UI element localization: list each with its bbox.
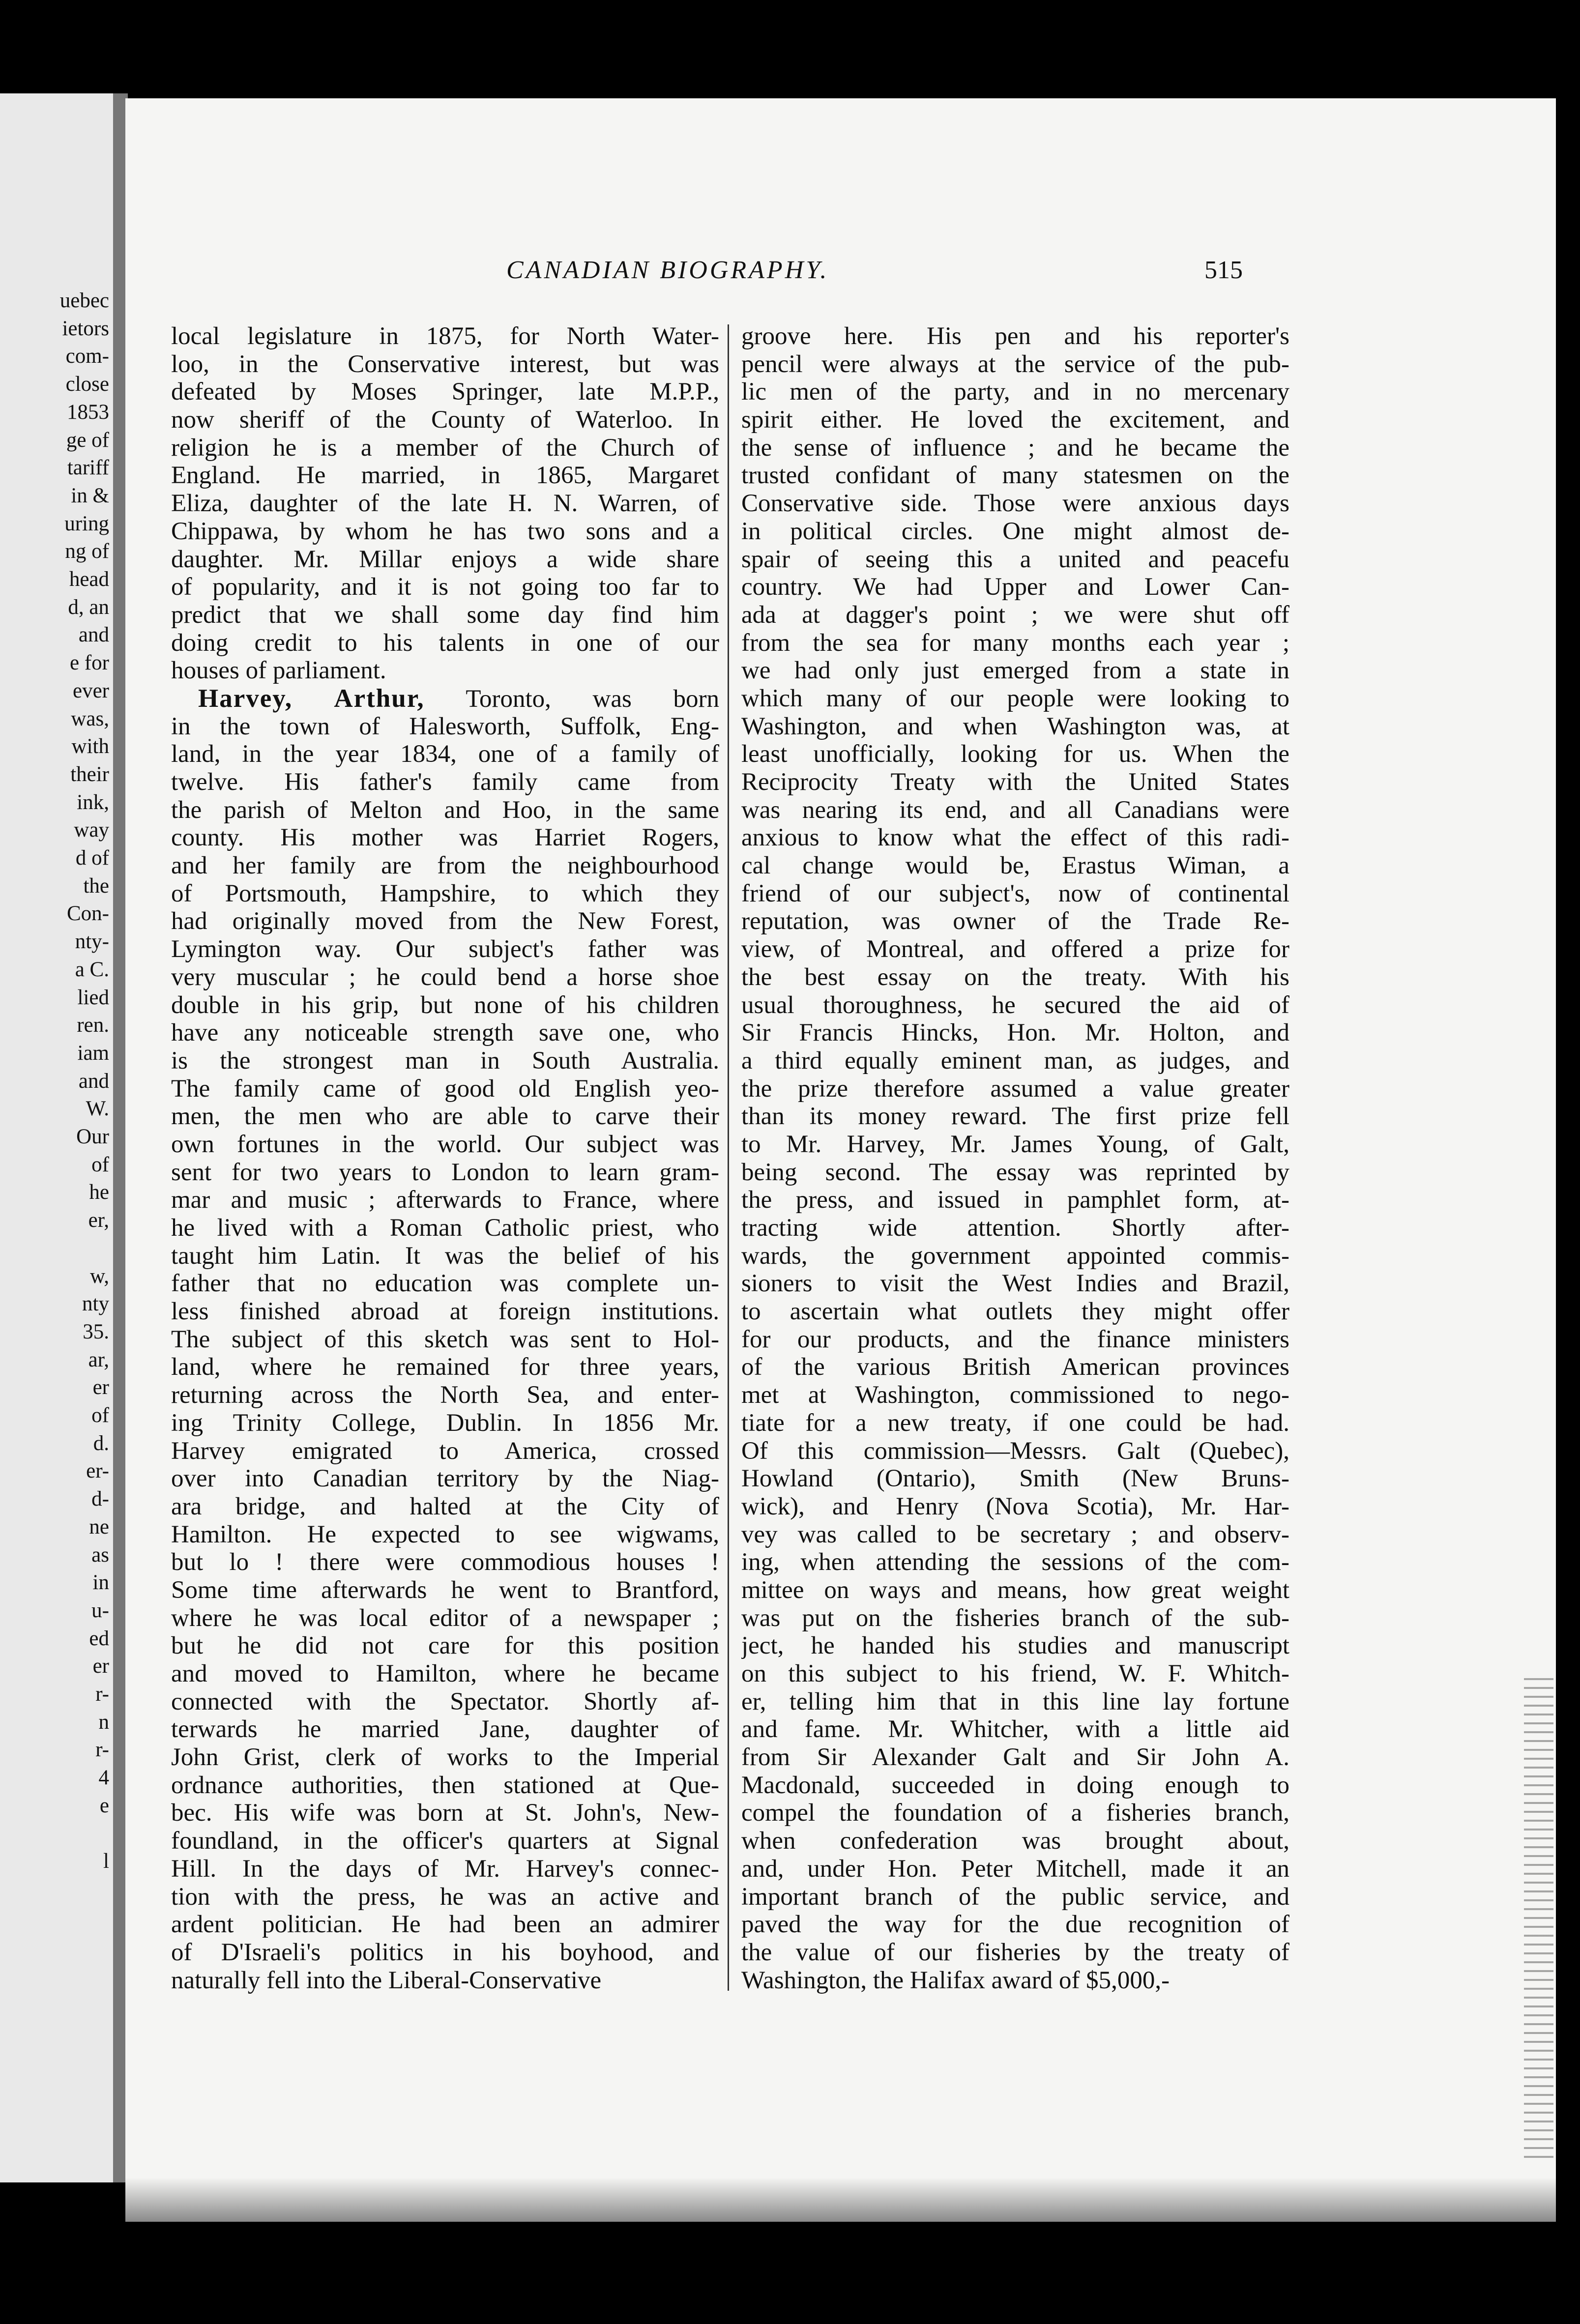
text-line: but he did not care for this position xyxy=(171,1632,719,1660)
text-line: on this subject to his friend, W. F. Whitch- xyxy=(741,1660,1289,1687)
text-line: very muscular ; he could bend a horse shoe xyxy=(171,963,719,991)
fragment-line: 1853 xyxy=(67,400,109,424)
text-line: ordnance authorities, then stationed at Que- xyxy=(171,1771,719,1799)
text-line: ject, he handed his studies and manuscript xyxy=(741,1632,1289,1660)
text-line: cal change would be, Erastus Wiman, a xyxy=(741,852,1289,880)
text-line: er, telling him that in this line lay fortune xyxy=(741,1687,1289,1715)
text-line: view, of Montreal, and offered a prize for xyxy=(741,935,1289,963)
text-column-left xyxy=(171,322,719,1994)
text-line: the best essay on the treaty. With his xyxy=(741,963,1289,991)
fragment-line: ink, xyxy=(77,790,109,814)
text-line: for our products, and the finance ministers xyxy=(741,1325,1289,1353)
text-line: than its money reward. The first prize fell xyxy=(741,1103,1289,1131)
text-line: had originally moved from the New Forest, xyxy=(171,907,719,935)
text-line: of the various British American provinces xyxy=(741,1353,1289,1381)
text-line: which many of our people were looking to xyxy=(741,684,1289,712)
text-column-right xyxy=(741,322,1289,1994)
text-line: when confederation was brought about, xyxy=(741,1827,1289,1855)
text-line: compel the foundation of a fisheries branch, xyxy=(741,1799,1289,1827)
text-line: ing, when attending the sessions of the com- xyxy=(741,1548,1289,1576)
text-line: double in his grip, but none of his children xyxy=(171,991,719,1019)
fragment-line: ge of xyxy=(66,428,109,452)
fragment-line: a C. xyxy=(75,958,109,981)
text-line: Hamilton. He expected to see wigwams, xyxy=(171,1520,719,1548)
fragment-line: ever xyxy=(73,679,109,702)
page-number: 515 xyxy=(1204,256,1243,284)
running-head: CANADIAN BIOGRAPHY. xyxy=(506,256,829,284)
text-line: and fame. Mr. Whitcher, with a little aid xyxy=(741,1715,1289,1743)
text-line: lic men of the party, and in no mercenary xyxy=(741,378,1289,406)
text-line: of D'Israeli's politics in his boyhood, and xyxy=(171,1938,719,1966)
text-line: tracting wide attention. Shortly after- xyxy=(741,1214,1289,1242)
text-line: being second. The essay was reprinted by xyxy=(741,1158,1289,1186)
text-line: to ascertain what outlets they might offer xyxy=(741,1298,1289,1326)
column-rule xyxy=(728,324,729,1991)
text-line: mar and music ; afterwards to France, where xyxy=(171,1186,719,1214)
text-line: Macdonald, succeeded in doing enough to xyxy=(741,1771,1289,1799)
text-line: was put on the fisheries branch of the sub- xyxy=(741,1604,1289,1632)
text-line: in the town of Halesworth, Suffolk, Eng- xyxy=(171,712,719,740)
fragment-line: W. xyxy=(86,1097,109,1121)
text-line: where he was local editor of a newspaper ; xyxy=(171,1604,719,1632)
text-line: Reciprocity Treaty with the United States xyxy=(741,768,1289,796)
text-line: twelve. His father's family came from xyxy=(171,768,719,796)
text-line: religion he is a member of the Church of xyxy=(171,434,719,462)
text-line: tiate for a new treaty, if one could be had. xyxy=(741,1409,1289,1437)
fragment-line: ar, xyxy=(88,1348,109,1371)
text-line: the sense of influence ; and he became the xyxy=(741,434,1289,462)
fragment-line: r- xyxy=(95,1683,109,1706)
text-line: naturally fell into the Liberal-Conservative xyxy=(171,1966,602,1994)
text-line: Chippawa, by whom he has two sons and a xyxy=(171,517,719,545)
fragment-line: er, xyxy=(88,1209,109,1232)
page-bottom-shadow xyxy=(125,2178,1556,2222)
text-line: land, in the year 1834, one of a family of xyxy=(171,740,719,768)
text-line: from Sir Alexander Galt and Sir John A. xyxy=(741,1743,1289,1772)
text-line: from the sea for many months each year ; xyxy=(741,629,1289,657)
text-line: foundland, in the officer's quarters at Signal xyxy=(171,1827,719,1855)
fragment-line: d, an xyxy=(68,595,109,619)
text-line: mittee on ways and means, how great weight xyxy=(741,1576,1289,1604)
text-line: the press, and issued in pamphlet form, at- xyxy=(741,1186,1289,1214)
text-line: Hill. In the days of Mr. Harvey's connec- xyxy=(171,1855,719,1883)
text-line: doing credit to his talents in one of our xyxy=(171,629,719,657)
text-line: Of this commission—Messrs. Galt (Quebec), xyxy=(741,1437,1289,1465)
text-line: now sheriff of the County of Waterloo. In xyxy=(171,406,719,434)
text-line: over into Canadian territory by the Niag- xyxy=(171,1465,719,1493)
text-line: spirit either. He loved the excitement, and xyxy=(741,406,1289,434)
text-line: is the strongest man in South Australia. xyxy=(171,1046,719,1075)
text-line: but lo ! there were commodious houses ! xyxy=(171,1548,719,1576)
text-line: of Portsmouth, Hampshire, to which they xyxy=(171,879,719,907)
entry-heading: Harvey, Arthur, xyxy=(198,684,425,713)
text-line: was nearing its end, and all Canadians were xyxy=(741,796,1289,824)
text-line: England. He married, in 1865, Margaret xyxy=(171,462,719,490)
fragment-line: u- xyxy=(91,1598,109,1622)
text-line: and moved to Hamilton, where he became xyxy=(171,1660,719,1687)
text-line: anxious to know what the effect of this radi- xyxy=(741,824,1289,852)
text-line: and her family are from the neighbourhood xyxy=(171,852,719,880)
scan-noise xyxy=(1524,1671,1553,2163)
fragment-line: tariff xyxy=(67,456,109,480)
text-line: local legislature in 1875, for North Water- xyxy=(171,322,719,350)
fragment-line: lied xyxy=(77,986,109,1009)
text-line: least unofficially, looking for us. When the xyxy=(741,740,1289,768)
text-line: sioners to visit the West Indies and Brazil, xyxy=(741,1270,1289,1298)
text-line: important branch of the public service, and xyxy=(741,1883,1289,1911)
text-line: land, where he remained for three years, xyxy=(171,1353,719,1381)
fragment-line: in & xyxy=(71,484,109,507)
text-line: Howland (Ontario), Smith (New Bruns- xyxy=(741,1465,1289,1493)
fragment-line: ren. xyxy=(77,1014,109,1037)
fragment-line: w, xyxy=(89,1264,109,1288)
fragment-line: close xyxy=(65,373,109,396)
text-line: loo, in the Conservative interest, but was xyxy=(171,350,719,378)
text-line: pencil were always at the service of the pub- xyxy=(741,350,1289,378)
entry-heading-rest: Toronto, was born xyxy=(424,685,719,713)
text-line: a third equally eminent man, as judges, and xyxy=(741,1046,1289,1075)
fragment-line: ng of xyxy=(65,540,109,563)
text-line: connected with the Spectator. Shortly af- xyxy=(171,1687,719,1715)
fragment-line: Our xyxy=(76,1125,109,1148)
text-line: groove here. His pen and his reporter's xyxy=(741,322,1289,350)
text-line: we had only just emerged from a state in xyxy=(741,657,1289,685)
adjacent-page-fragment xyxy=(0,93,113,2182)
fragment-line: uebec xyxy=(59,289,109,312)
fragment-line: r- xyxy=(95,1738,109,1762)
text-line: The subject of this sketch was sent to Hol- xyxy=(171,1325,719,1353)
text-line: of popularity, and it is not going too far to xyxy=(171,573,719,601)
text-line: Eliza, daughter of the late H. N. Warren, of xyxy=(171,490,719,518)
text-line: defeated by Moses Springer, late M.P.P., xyxy=(171,378,719,406)
text-line: he lived with a Roman Catholic priest, who xyxy=(171,1214,719,1242)
fragment-line: the xyxy=(83,874,109,898)
text-line: Sir Francis Hincks, Hon. Mr. Holton, and xyxy=(741,1019,1289,1047)
text-line: to Mr. Harvey, Mr. James Young, of Galt, xyxy=(741,1130,1289,1158)
fragment-line: as xyxy=(91,1543,109,1567)
fragment-line: n xyxy=(98,1710,109,1734)
text-line: terwards he married Jane, daughter of xyxy=(171,1715,719,1743)
fragment-line: with xyxy=(71,735,109,758)
text-line: the prize therefore assumed a value greater xyxy=(741,1075,1289,1103)
fragment-line: Con- xyxy=(67,902,109,926)
fragment-line: nty- xyxy=(75,930,109,954)
text-line: sent for two years to London to learn gram- xyxy=(171,1158,719,1186)
text-line: reputation, was owner of the Trade Re- xyxy=(741,907,1289,935)
fragment-line: ietors xyxy=(62,317,109,340)
text-line: Harvey emigrated to America, crossed xyxy=(171,1437,719,1465)
text-line: men, the men who are able to carve their xyxy=(171,1103,719,1131)
text-line: ardent politician. He had been an admirer xyxy=(171,1911,719,1939)
fragment-line: e for xyxy=(70,651,109,675)
fragment-line: e xyxy=(99,1794,109,1817)
fragment-line: iam xyxy=(77,1041,109,1065)
text-line: friend of our subject's, now of continental xyxy=(741,879,1289,907)
text-line: bec. His wife was born at St. John's, New- xyxy=(171,1799,719,1827)
text-line: returning across the North Sea, and enter- xyxy=(171,1381,719,1409)
text-line: Lymington way. Our subject's father was xyxy=(171,935,719,963)
text-line: have any noticeable strength save one, who xyxy=(171,1019,719,1047)
text-line: the value of our fisheries by the treaty of xyxy=(741,1938,1289,1966)
text-line: The family came of good old English yeo- xyxy=(171,1075,719,1103)
fragment-line: head xyxy=(69,568,109,591)
fragment-line: d. xyxy=(93,1431,109,1455)
text-line: and, under Hon. Peter Mitchell, made it an xyxy=(741,1855,1289,1883)
text-line: ada at dagger's point ; we were shut off xyxy=(741,601,1289,629)
text-line: Conservative side. Those were anxious days xyxy=(741,490,1289,518)
text-line: daughter. Mr. Millar enjoys a wide share xyxy=(171,545,719,573)
text-line: paved the way for the due recognition of xyxy=(741,1911,1289,1939)
fragment-line: l xyxy=(103,1850,109,1873)
fragment-line: and xyxy=(78,623,109,647)
fragment-line: er xyxy=(92,1655,109,1678)
fragment-line: d of xyxy=(75,846,109,870)
text-line: Washington, and when Washington was, at xyxy=(741,712,1289,740)
text-line: own fortunes in the world. Our subject was xyxy=(171,1130,719,1158)
text-line: in political circles. One might almost de- xyxy=(741,517,1289,545)
text-line: predict that we shall some day find him xyxy=(171,601,719,629)
fragment-line: way xyxy=(74,818,109,842)
fragment-line: ne xyxy=(89,1515,109,1539)
fragment-line: uring xyxy=(64,512,109,535)
text-line: trusted confidant of many statesmen on the xyxy=(741,462,1289,490)
fragment-line: 35. xyxy=(83,1320,109,1343)
text-line: ing Trinity College, Dublin. In 1856 Mr. xyxy=(171,1409,719,1437)
fragment-line: d- xyxy=(91,1487,109,1511)
fragment-line: 4 xyxy=(98,1766,109,1790)
text-line: taught him Latin. It was the belief of his xyxy=(171,1242,719,1270)
text-line: ara bridge, and halted at the City of xyxy=(171,1492,719,1520)
fragment-line: of xyxy=(91,1404,109,1427)
text-line: vey was called to be secretary ; and observ- xyxy=(741,1520,1289,1548)
text-line: county. His mother was Harriet Rogers, xyxy=(171,824,719,852)
text-line: spair of seeing this a united and peacefu xyxy=(741,545,1289,573)
text-line: the parish of Melton and Hoo, in the same xyxy=(171,796,719,824)
fragment-line: ed xyxy=(89,1627,109,1650)
fragment-line: was, xyxy=(71,707,109,730)
fragment-line: he xyxy=(89,1181,109,1204)
text-line: country. We had Upper and Lower Can- xyxy=(741,573,1289,601)
text-line: Some time afterwards he went to Brantford, xyxy=(171,1576,719,1604)
fragment-line: and xyxy=(78,1069,109,1093)
fragment-line: nty xyxy=(82,1292,109,1316)
text-line: houses of parliament. xyxy=(171,657,386,685)
fragment-line: er xyxy=(92,1376,109,1399)
text-line: John Grist, clerk of works to the Imperial xyxy=(171,1743,719,1772)
fragment-line: com- xyxy=(65,345,109,368)
text-line: tion with the press, he was an active and xyxy=(171,1883,719,1911)
fragment-line: of xyxy=(91,1153,109,1176)
fragment-line: in xyxy=(92,1571,109,1595)
text-line: father that no education was complete un- xyxy=(171,1270,719,1298)
text-line: usual thoroughness, he secured the aid of xyxy=(741,991,1289,1019)
text-line: wick), and Henry (Nova Scotia), Mr. Har- xyxy=(741,1492,1289,1520)
text-line: Washington, the Halifax award of $5,000,- xyxy=(741,1966,1170,1994)
fragment-line: their xyxy=(70,762,109,786)
fragment-line: er- xyxy=(86,1459,109,1483)
text-line xyxy=(171,685,719,713)
text-line: less finished abroad at foreign institutions. xyxy=(171,1298,719,1326)
text-line: wards, the government appointed commis- xyxy=(741,1242,1289,1270)
text-line: met at Washington, commissioned to nego- xyxy=(741,1381,1289,1409)
